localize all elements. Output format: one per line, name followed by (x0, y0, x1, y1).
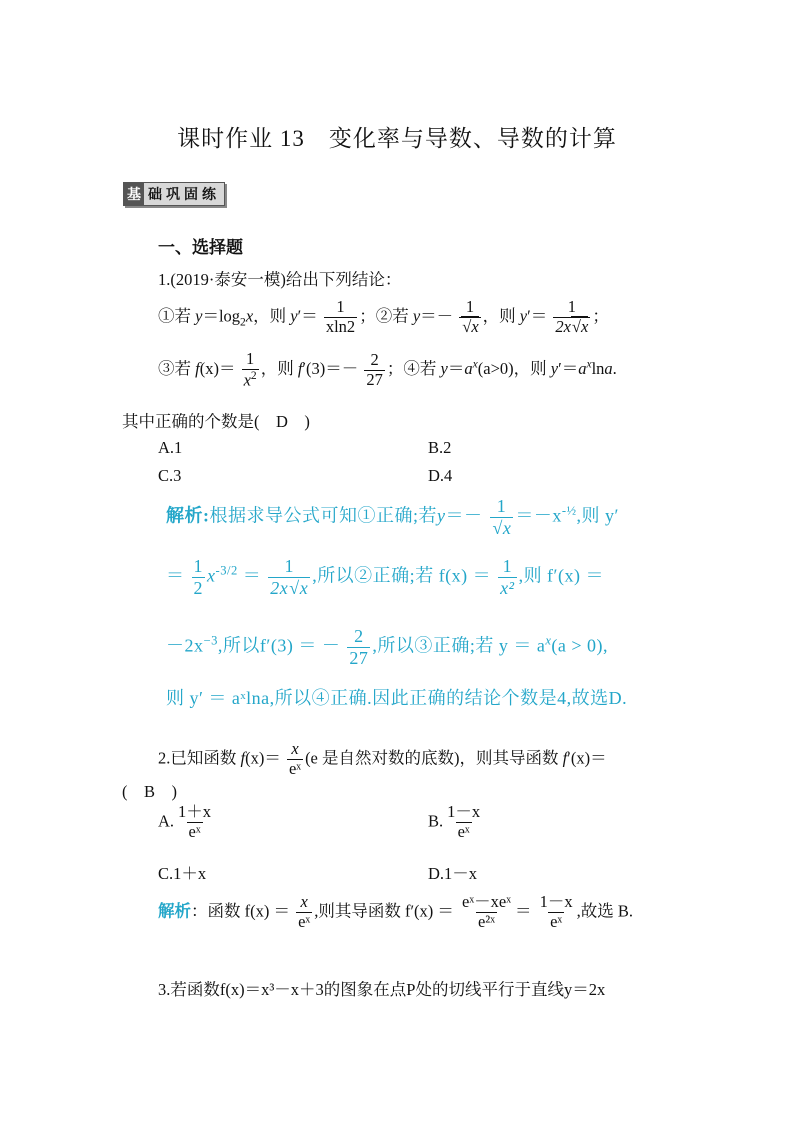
q1-ask: 其中正确的个数是( D ) (122, 412, 310, 431)
text: ,所以②正确;若 f(x) ＝ (312, 565, 492, 586)
text: ′＝ (527, 306, 548, 326)
q2-option-a (158, 803, 215, 842)
fraction (459, 298, 480, 337)
denominator: 2 (193, 577, 203, 598)
section-heading: 一、选择题 (158, 238, 243, 257)
badge-text: 础巩固练 (148, 188, 220, 203)
denominator: e²ˣ (477, 911, 496, 931)
text: ；②若 (359, 306, 413, 326)
var: f (297, 359, 303, 378)
sqrt: √ x (288, 577, 308, 598)
text: . (612, 359, 617, 378)
text: ①若 (158, 306, 196, 326)
text: ＝ (514, 901, 532, 921)
var: f (562, 748, 568, 768)
text: ，则 (482, 306, 520, 326)
text: ＝ (242, 565, 262, 586)
q1-solution-line4: 则 y′ ＝ aˣlna,所以④正确.因此正确的结论个数是4,故选D. (166, 688, 628, 708)
numerator: 1 (465, 297, 475, 316)
fraction (460, 893, 513, 932)
fraction (287, 740, 303, 779)
q1-option-c: C.3 (158, 466, 182, 485)
text: ,则其导函数 f′(x) ＝ (314, 901, 454, 921)
fraction (324, 298, 357, 337)
text: ：函数 f(x) ＝ (191, 901, 290, 921)
var: f (195, 359, 200, 378)
text: ,则 f′(x) ＝ (518, 565, 604, 586)
page-title: 课时作业 13 变化率与导数、导数的计算 (177, 126, 617, 151)
var: f (240, 748, 246, 768)
var: a (578, 359, 587, 378)
var: x (207, 565, 216, 586)
numerator: 1－x (539, 892, 573, 911)
text: ＝ (447, 359, 465, 378)
q2-option-d: D.1－x (428, 864, 478, 883)
fraction (364, 351, 385, 390)
var: y (519, 306, 528, 326)
var: a (604, 359, 613, 378)
numerator: x (300, 892, 308, 911)
denominator: eˣ (188, 821, 201, 841)
sqrt: √ x (492, 517, 512, 538)
text: －2x (166, 635, 204, 656)
denominator: eˣ (288, 758, 302, 778)
denominator (242, 369, 259, 390)
text: ′(3)＝－ (302, 359, 359, 378)
exponent: -½ (561, 503, 577, 518)
q3-stem: 3.若函数f(x)＝x³－x＋3的图象在点P处的切线平行于直线y＝2x (158, 980, 606, 999)
solution-label: 解析 (158, 901, 191, 921)
fraction (268, 556, 310, 598)
fraction (538, 893, 575, 932)
sqrt: √ x (571, 316, 588, 336)
section-badge (123, 182, 225, 206)
fraction (490, 496, 514, 538)
var: x (245, 306, 254, 326)
denominator: eˣ (550, 911, 563, 931)
text: ，则 (260, 359, 298, 378)
q1-line1 (158, 298, 609, 337)
denominator: 27 (366, 369, 383, 389)
q1-line2 (158, 350, 617, 390)
q2-solution (158, 893, 633, 932)
text: (x)＝ (245, 748, 281, 768)
text: 根据求导公式可知①正确;若 (209, 505, 437, 526)
text: ＝ (166, 565, 185, 586)
fraction (176, 803, 213, 842)
fraction (192, 556, 206, 598)
numerator: 1 (502, 556, 513, 576)
numerator: 1 (496, 496, 507, 516)
exponent: x (472, 358, 478, 371)
subscript: 2 (240, 316, 246, 329)
q1-option-d: D.4 (428, 466, 453, 485)
denominator (490, 517, 514, 539)
exponent: −3 (203, 633, 218, 648)
numerator: 1－x (447, 802, 481, 821)
text: ,故选 B. (576, 901, 633, 921)
denominator: 27 (349, 647, 369, 668)
var: y (290, 306, 298, 326)
q2-ask: ( B ) (122, 782, 177, 801)
numerator: 1 (567, 297, 576, 316)
var: y (550, 359, 559, 378)
numerator: 1 (246, 349, 255, 368)
solution-label: 解析: (166, 505, 210, 526)
text: (a>0)，则 (477, 359, 551, 378)
denominator (459, 317, 480, 337)
q2-option-b (428, 803, 484, 842)
text: ＝log (202, 306, 241, 326)
exponent: 2 (250, 369, 257, 382)
denominator: xln2 (325, 316, 356, 336)
q1-option-b: B.2 (428, 438, 452, 457)
var: y (440, 359, 448, 378)
q1-solution-line3 (166, 626, 608, 668)
exponent: x (586, 358, 592, 371)
fraction (498, 556, 516, 598)
numerator: 1 (336, 297, 345, 316)
text: ＝－x (515, 505, 562, 526)
denominator (553, 317, 590, 337)
exponent: -3/2 (215, 563, 238, 578)
text: 2.已知函数 (158, 748, 241, 768)
denominator-text: 2x (270, 577, 289, 598)
numerator: 1 (284, 556, 294, 576)
text: ＝－ (420, 306, 454, 326)
text: (a > 0), (551, 635, 609, 656)
fraction (445, 803, 482, 842)
text: ln (591, 359, 605, 378)
q2-stem (158, 740, 607, 779)
q1-option-a: A.1 (158, 438, 183, 457)
denominator: eˣ (298, 911, 311, 931)
text: ；④若 (386, 359, 441, 378)
denominator: x² (500, 577, 515, 598)
q2-option-c: C.1＋x (158, 864, 207, 883)
q1-solution-line2 (166, 556, 604, 598)
text: (e 是自然对数的底数)，则其导函数 (305, 748, 563, 768)
text: ,所以f′(3) ＝ － (217, 635, 341, 656)
var: y (412, 306, 421, 326)
exponent: x (545, 633, 552, 648)
fraction (242, 350, 259, 390)
denominator-text: 2x (555, 316, 571, 336)
text: ,则 y′ (576, 505, 619, 526)
denominator (268, 577, 310, 599)
numerator: x (291, 739, 299, 758)
text: ＝－ (445, 505, 483, 526)
option-label: B. (428, 811, 444, 831)
var: x (243, 370, 251, 390)
fraction (296, 893, 312, 932)
text: ′＝ (297, 306, 318, 326)
text: ′(x)＝ (567, 748, 607, 768)
q1-stem: 1.(2019·泰安一模)给出下列结论： (158, 270, 402, 289)
fraction (553, 298, 590, 337)
sqrt: √ x (461, 316, 478, 336)
text: ′＝ (558, 359, 579, 378)
option-label: A. (158, 811, 175, 831)
q1-solution-line1 (166, 496, 619, 538)
numerator: 2 (370, 349, 379, 369)
denominator: eˣ (457, 821, 470, 841)
var: y (195, 306, 203, 326)
var: a (464, 359, 473, 378)
text: ③若 (158, 359, 196, 378)
text: ； (592, 306, 609, 326)
text: (x)＝ (199, 359, 236, 378)
numerator: 2 (354, 626, 364, 646)
badge-first-char: 基 (124, 183, 144, 205)
numerator: eˣ－xeˣ (462, 892, 511, 911)
text: ,所以③正确;若 y ＝ a (372, 635, 546, 656)
numerator: 1 (193, 556, 203, 576)
fraction (347, 626, 370, 668)
numerator: 1＋x (178, 802, 212, 821)
var: y (437, 505, 446, 526)
text: ，则 (253, 306, 291, 326)
